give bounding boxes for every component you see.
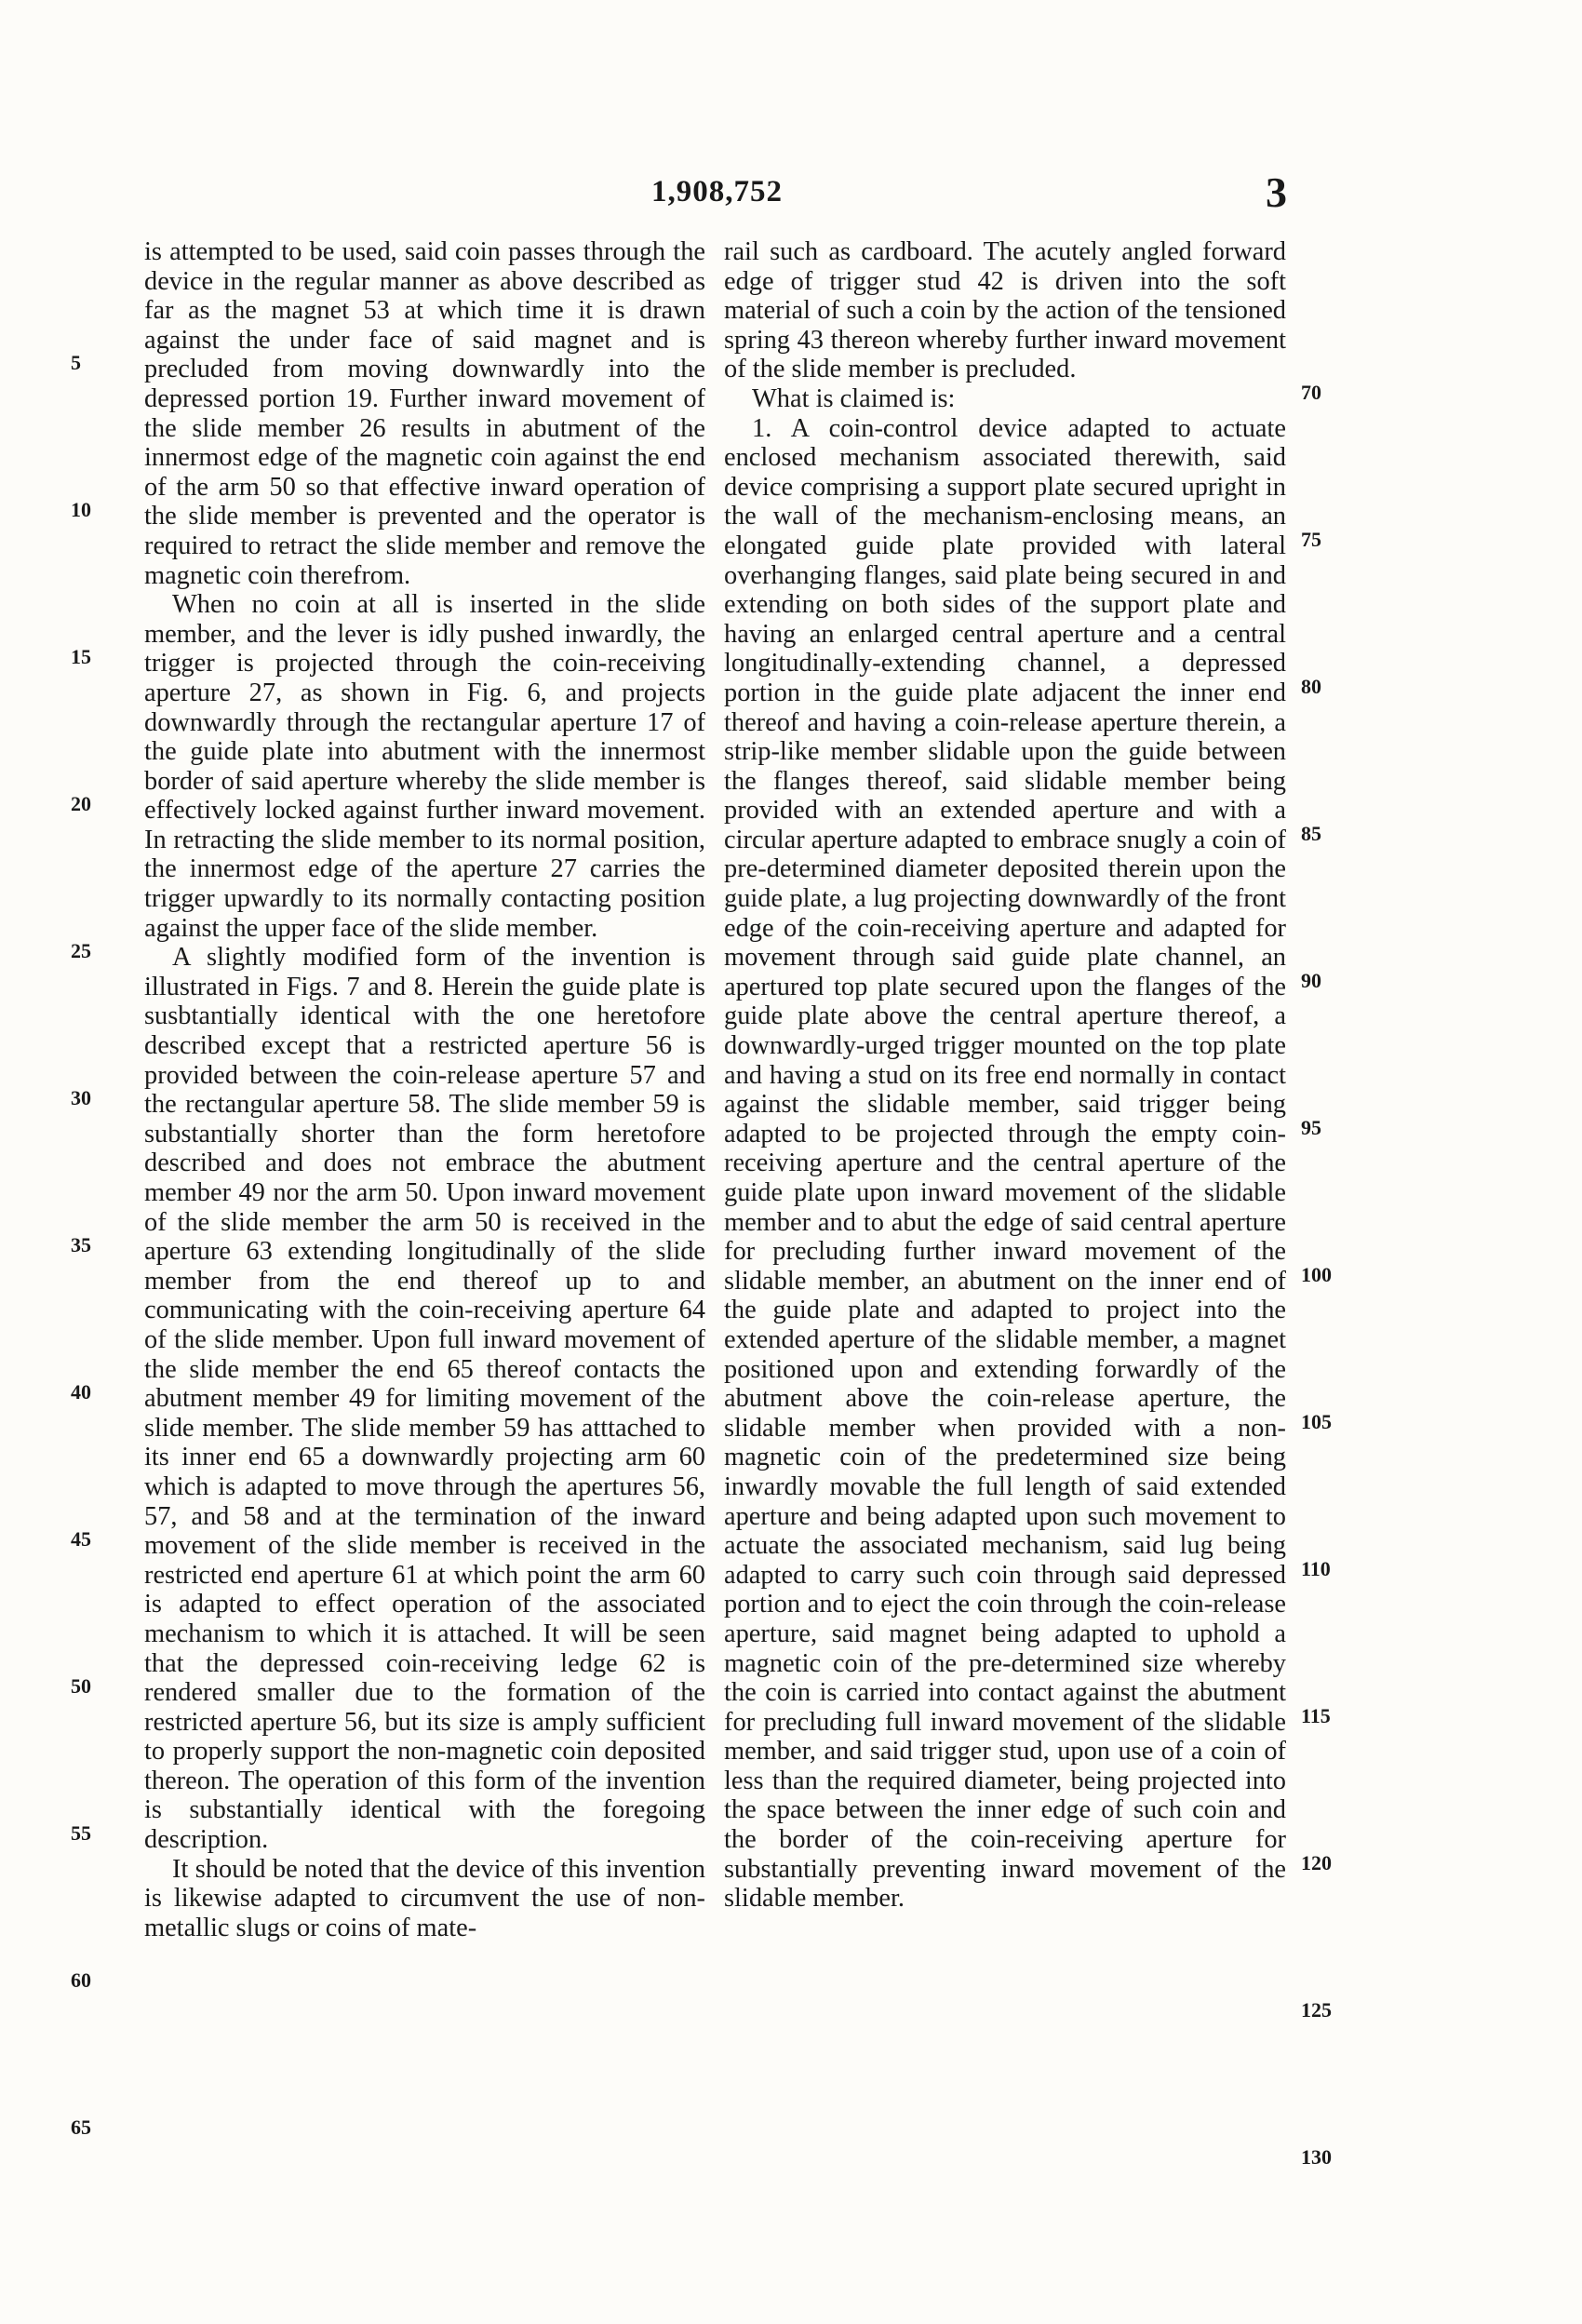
line-number: 105 — [1301, 1410, 1332, 1433]
line-number: 50 — [71, 1674, 91, 1698]
paragraph: is attempted to be used, said coin passes through the device in the regular manner as above described as far as the magnet 53 at which time it is drawn against the under face of said magnet and is precluded from moving downwardly into the depressed portion 19. Further inward movement of the slide member 26 results in abutment of the innermost edge of the magnetic coin against the end of the arm 50 so that effective inward operation of the slide member is prevented and the operator is required to retract the slide member and remove the magnetic coin therefrom. — [144, 237, 705, 590]
line-number: 15 — [71, 645, 91, 668]
paragraph: rail such as cardboard. The acutely angled forward edge of trigger stud 42 is driven into the soft material of such a coin by the action of the tensioned spring 43 thereon whereby further inward movement of the slide member is precluded. — [724, 237, 1286, 384]
claim-1: 1. A coin-control device adapted to actuate enclosed mechanism associated therewith, said device comprising a support plate secured upright in the wall of the mechanism-enclosing means, an elongated guide plate provided with lateral overhanging flanges, said plate being secured in and extending on both sides of the support plate and having an enlarged central aperture and a central longitudinally-extending channel, a depressed portion in the guide plate adjacent the inner end thereof and having a coin-release aperture therein, a strip-like member slidable upon the guide between the flanges thereof, said slidable member being provided with an extended aperture and with a circular aperture adapted to embrace snugly a coin of pre-determined diameter deposited therein upon the guide plate, a lug projecting downwardly of the front edge of the coin-receiving aperture and adapted for movement through said guide plate channel, an apertured top plate secured upon the flanges of the guide plate above the central aperture thereof, a downwardly-urged trigger mounted on the top plate and having a stud on its free end normally in contact against the slidable member, said trigger being adapted to be projected through the empty coin-receiving aperture and the central aperture of the guide plate upon inward movement of the slidable member and to abut the edge of said central aperture for precluding further inward movement of the slidable member, an abutment on the inner end of the guide plate and adapted to project into the extended aperture of the slidable member, a magnet positioned upon and extending forwardly of the abutment above the coin-release aperture, the slidable member when provided with a non-magnetic coin of the predetermined size being inwardly movable the full length of said extended aperture and being adapted upon such movement to actuate the associated mechanism, said lug being adapted to carry such coin through said depressed portion and to eject the coin through the coin-release aperture, said magnet being adapted to uphold a magnetic coin of the pre-determined size whereby the coin is carried into contact against the abutment for precluding full inward movement of the slidable member, and said trigger stud, upon use of a coin of less than the required diameter, being projected into the space between the inner edge of such coin and the border of the coin-receiving aperture for substantially preventing inward movement of the slidable member. — [724, 413, 1286, 1914]
line-number: 45 — [71, 1527, 91, 1551]
line-number: 35 — [71, 1233, 91, 1256]
line-number: 90 — [1301, 969, 1321, 992]
line-number: 130 — [1301, 2145, 1332, 2169]
claims-heading: What is claimed is: — [752, 383, 956, 413]
line-number: 125 — [1301, 1998, 1332, 2022]
line-number: 85 — [1301, 822, 1321, 845]
paragraph: A slightly modified form of the invention is illustrated in Figs. 7 and 8. Herein the guide plate is susbtantially identical with the one heretofore described except that a restricted aperture 56 is provided between the coin-release aperture 57 and the rectangular aperture 58. The slide member 59 is substantially shorter than the form heretofore described and does not embrace the abutment member 49 nor the arm 50. Upon inward movement of the slide member the arm 50 is received in the aperture 63 extending longitudinally of the slide member from the end thereof up to and communicating with the coin-receiving aperture 64 of the slide member. Upon full inward movement of the slide member the end 65 thereof contacts the abutment member 49 for limiting movement of the slide member. The slide member 59 has atttached to its inner end 65 a downwardly projecting arm 60 which is adapted to move through the apertures 56, 57, and 58 and at the termination of the inward movement of the slide member is received in the restricted end aperture 61 at which point the arm 60 is adapted to effect operation of the associated mechanism to which it is attached. It will be seen that the depressed coin-receiving ledge 62 is rendered smaller due to the formation of the restricted aperture 56, but its size is amply sufficient to properly support the non-magnetic coin deposited thereon. The operation of this form of the invention is substantially identical with the foregoing description. — [144, 943, 705, 1855]
line-number: 80 — [1301, 675, 1321, 698]
line-number: 10 — [71, 498, 91, 521]
line-number: 20 — [71, 792, 91, 815]
line-number: 100 — [1301, 1263, 1332, 1286]
paragraph: It should be noted that the device of this invention is likewise adapted to circumvent the use of non-metallic slugs or coins of mate- — [144, 1854, 705, 1942]
line-number: 120 — [1301, 1851, 1332, 1874]
line-number: 5 — [71, 351, 81, 374]
line-number: 55 — [71, 1821, 91, 1845]
line-number: 95 — [1301, 1116, 1321, 1139]
line-number: 40 — [71, 1380, 91, 1404]
line-number: 25 — [71, 939, 91, 962]
paragraph: When no coin at all is inserted in the slide member, and the lever is idly pushed inwardly, the trigger is projected through the coin-receiving aperture 27, as shown in Fig. 6, and projects downwardly through the rectangular aperture 17 of the guide plate into abutment with the innermost border of said aperture whereby the slide member is effectively locked against further inward movement. In retracting the slide member to its normal position, the innermost edge of the aperture 27 carries the trigger upwardly to its normally contacting position against the upper face of the slide member. — [144, 590, 705, 943]
patent-number: 1,908,752 — [651, 175, 783, 208]
line-number: 60 — [71, 1968, 91, 1992]
page-header — [0, 168, 1582, 223]
left-text-column — [144, 237, 705, 1942]
line-number: 110 — [1301, 1557, 1331, 1580]
line-number: 70 — [1301, 381, 1321, 404]
line-number: 75 — [1301, 528, 1321, 551]
page-number: 3 — [1266, 168, 1287, 216]
line-number: 30 — [71, 1086, 91, 1109]
line-number: 65 — [71, 2116, 91, 2139]
line-number: 115 — [1301, 1704, 1331, 1727]
right-text-column — [724, 237, 1286, 1914]
